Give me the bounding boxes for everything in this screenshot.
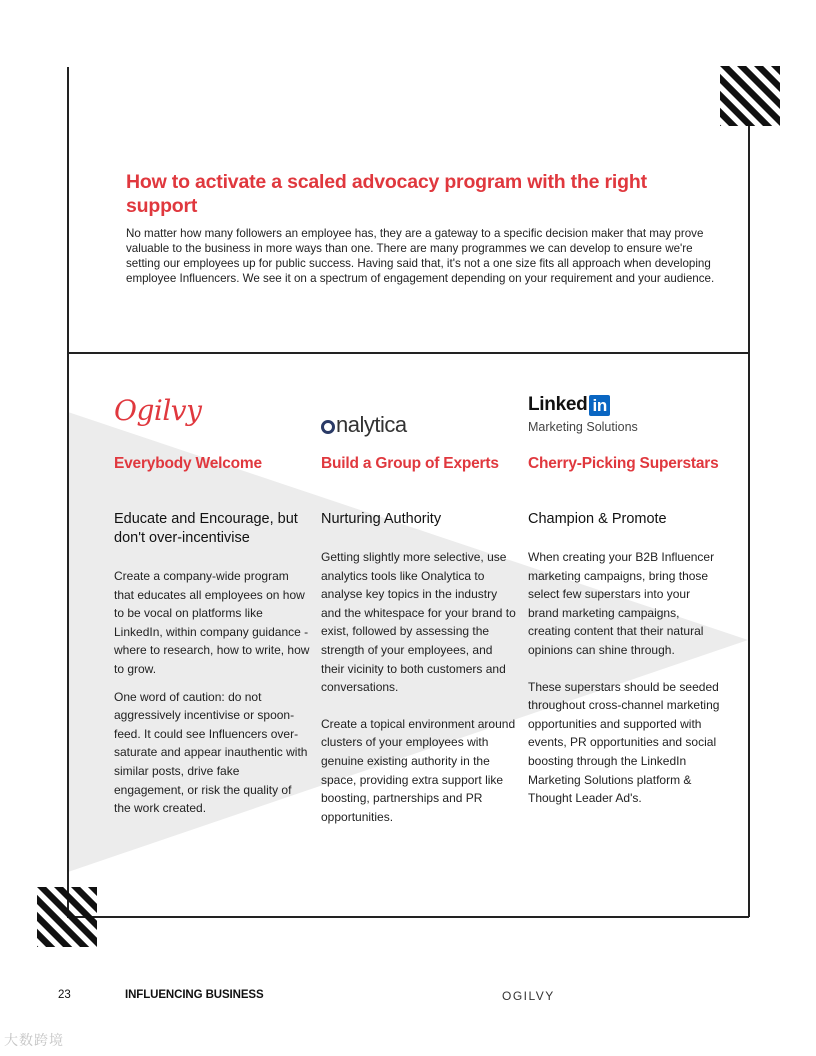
column-title: Build a Group of Experts <box>321 455 499 472</box>
stripe-pattern-bottom-left <box>37 887 97 947</box>
column-onalytica <box>321 390 517 826</box>
footer-brand: OGILVY <box>502 989 555 1003</box>
linkedin-logo <box>528 390 724 450</box>
footer-title: INFLUENCING BUSINESS <box>125 989 264 1001</box>
column-subtitle: Educate and Encourage, but don't over-incentivise <box>114 511 298 546</box>
column-title: Cherry-Picking Superstars <box>528 455 719 472</box>
frame-left-line <box>67 67 69 917</box>
column-ogilvy <box>114 390 310 818</box>
onalytica-logo-icon <box>321 420 335 434</box>
ogilvy-logo <box>114 390 310 450</box>
onalytica-logo <box>321 390 517 450</box>
stripe-pattern-top-right <box>720 66 780 126</box>
intro-heading: How to activate a scaled advocacy program with the right support <box>126 171 647 217</box>
column-paragraph: Create a topical environment around clusters of your employees with genuine existing authority in the space, providing extra support like boosting, partnerships and PR opportunities. <box>321 716 516 824</box>
frame-bottom-line <box>67 916 749 918</box>
page-number: 23 <box>58 989 71 1001</box>
linkedin-logo-subtitle: Marketing Solutions <box>528 420 638 434</box>
column-paragraph: Getting slightly more selective, use analytics tools like Onalytica to analyse key topics in the industry and the whitespace for your brand to exist, followed by assessing the strength of your employees, and their vicinity to both customers and conversations. <box>321 550 516 695</box>
intro-section <box>126 170 716 286</box>
linkedin-logo-text: Linked <box>528 394 588 415</box>
frame-right-line <box>748 125 750 917</box>
column-paragraph: One word of caution: do not aggressively incentivise or spoon-feed. It could see Influencers over-saturate and appear inauthentic with similar posts, drive fake engagement, or risk the quality of the work created. <box>114 689 308 816</box>
intro-body: No matter how many followers an employee has, they are a gateway to a specific decision maker that may prove valuable to the business in more ways than one. There are many programmes we can develop to ensure we're setting our employees up for public success. Having said that, it's not a one size fits all approach when developing employee Influencers. We see it on a spectrum of engagement depending on your requirement and your audience. <box>126 227 715 285</box>
column-title: Everybody Welcome <box>114 455 262 472</box>
section-divider <box>67 352 749 354</box>
column-paragraph: When creating your B2B Influencer marketing campaigns, bring those select few superstars into your brand marketing campaigns, creating content that their natural opinions can shine through. <box>528 550 715 657</box>
column-linkedin <box>528 390 724 808</box>
column-subtitle: Champion & Promote <box>528 511 667 527</box>
column-subtitle: Nurturing Authority <box>321 511 442 527</box>
watermark: 大数跨境 <box>4 1032 64 1048</box>
column-paragraph: Create a company-wide program that educates all employees on how to be vocal on platforms like LinkedIn, within company guidance - where to research, how to write, how to grow. <box>114 569 310 676</box>
linkedin-in-icon: in <box>589 395 610 416</box>
column-paragraph: These superstars should be seeded throughout cross-channel marketing opportunities and supported with events, PR opportunities and social boosting through the LinkedIn Marketing Solutions platform & Thought Leader Ad's. <box>528 679 720 806</box>
ogilvy-logo-text: Ogilvy <box>114 394 202 427</box>
onalytica-logo-text: nalytica <box>336 412 407 437</box>
